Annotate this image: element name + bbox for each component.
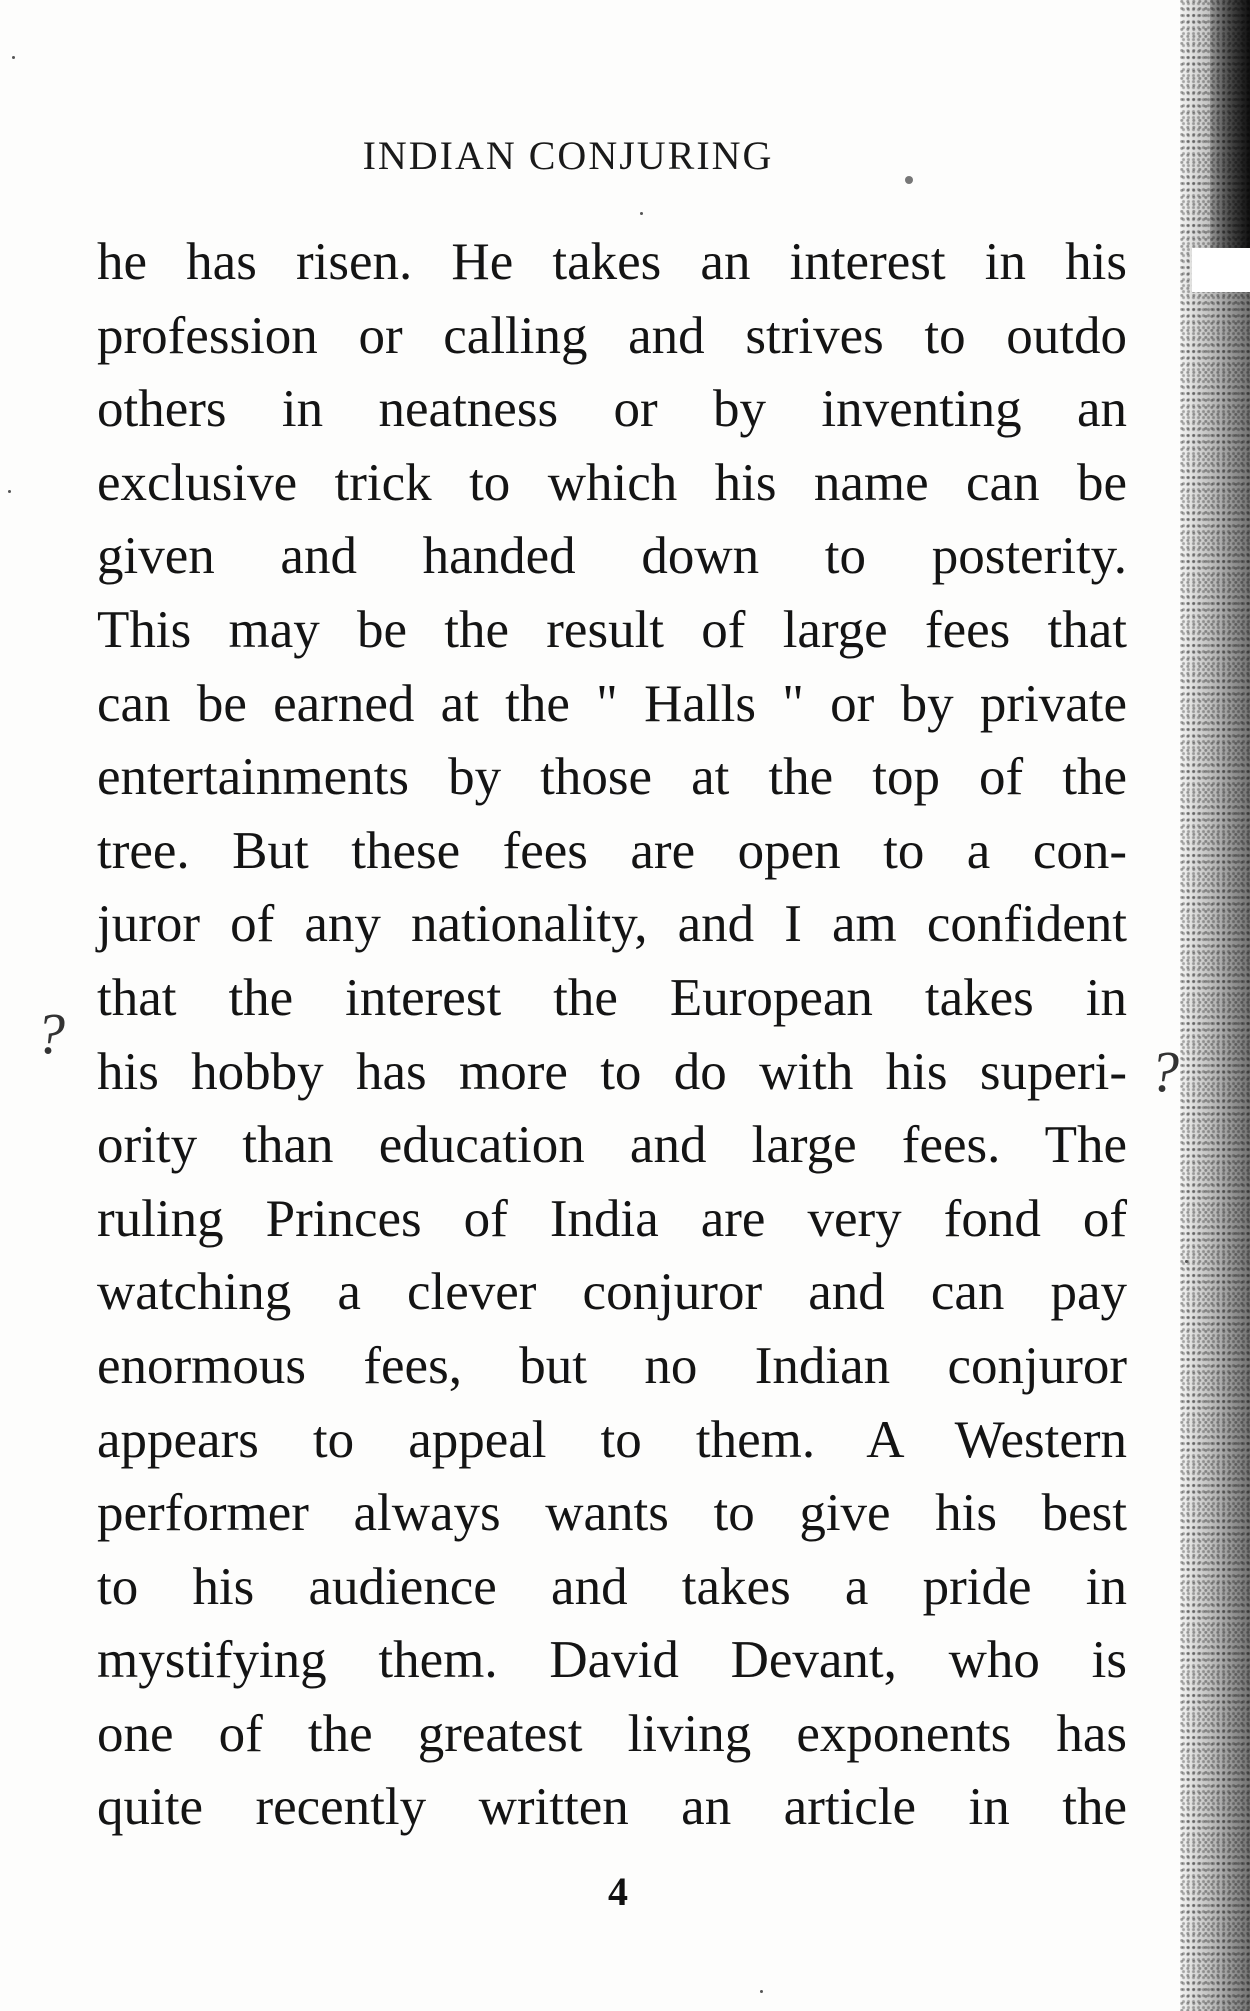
text-line [97,815,1127,889]
text-line [97,1698,1127,1772]
text-line-content: appears to appeal to them. A Western [97,1410,1127,1469]
ink-speck [1185,1260,1188,1263]
text-line [97,888,1127,962]
margin-question-mark-left: ? [36,1001,65,1066]
margin-question-mark-right: ? [1150,1039,1179,1104]
page-number: 4 [608,1869,628,1914]
text-line-content: performer always wants to give his best [97,1484,1127,1543]
text-line [97,226,1127,300]
ink-speck [12,56,15,59]
text-line-content: tree. But these fees are open to a con- [97,821,1127,880]
text-line [97,594,1127,668]
ink-speck [8,490,11,493]
text-line-content: others in neatness or by inventing an [97,380,1127,439]
text-line-content: to his audience and takes a pride in [97,1557,1127,1616]
text-line [97,1109,1127,1183]
page-edge-notch [1192,248,1250,292]
text-line [97,668,1127,742]
text-line [97,1183,1127,1257]
text-line [97,1036,1127,1110]
text-line [97,1551,1127,1625]
running-head-text: INDIAN CONJURING [362,133,774,178]
page-edge-shadow [1180,0,1250,2011]
text-line-content: juror of any nationality, and I am confident [97,895,1127,954]
text-line [97,962,1127,1036]
text-line-content: ruling Princes of India are very fond of [97,1189,1127,1248]
ink-speck [905,176,913,184]
ink-speck [760,1990,763,1993]
text-line-content: one of the greatest living exponents has [97,1704,1127,1763]
text-line [97,447,1127,521]
ink-speck [640,212,643,215]
text-line [97,1624,1127,1698]
running-head [0,132,1136,179]
text-line-content: exclusive trick to which his name can be [97,453,1127,512]
text-line-content: enormous fees, but no Indian conjuror [97,1336,1127,1395]
text-line-content: This may be the result of large fees that [97,600,1127,659]
text-line-content: quite recently written an article in the [97,1778,1127,1837]
text-line [97,1771,1127,1845]
text-line-content: his hobby has more to do with his superi- [97,1042,1127,1101]
text-line [97,520,1127,594]
text-line [97,373,1127,447]
text-line [97,1404,1127,1478]
text-line [97,1330,1127,1404]
text-line-content: profession or calling and strives to outdo [97,306,1127,365]
text-line [97,1256,1127,1330]
text-line-content: he has risen. He takes an interest in his [97,233,1127,291]
text-line [97,300,1127,374]
text-line [97,741,1127,815]
body-text [97,226,1127,1845]
text-line-content: can be earned at the " Halls " or by private [97,674,1127,733]
text-line [97,1477,1127,1551]
text-line-content: entertainments by those at the top of the [97,748,1127,807]
text-line-content: that the interest the European takes in [97,968,1127,1027]
text-line-content: given and handed down to posterity. [97,527,1127,586]
text-line-content: ority than education and large fees. The [97,1116,1127,1175]
text-line-content: mystifying them. David Devant, who is [97,1631,1127,1690]
text-line-content: watching a clever conjuror and can pay [97,1263,1127,1322]
page-edge-shadow-top [1210,0,1250,250]
